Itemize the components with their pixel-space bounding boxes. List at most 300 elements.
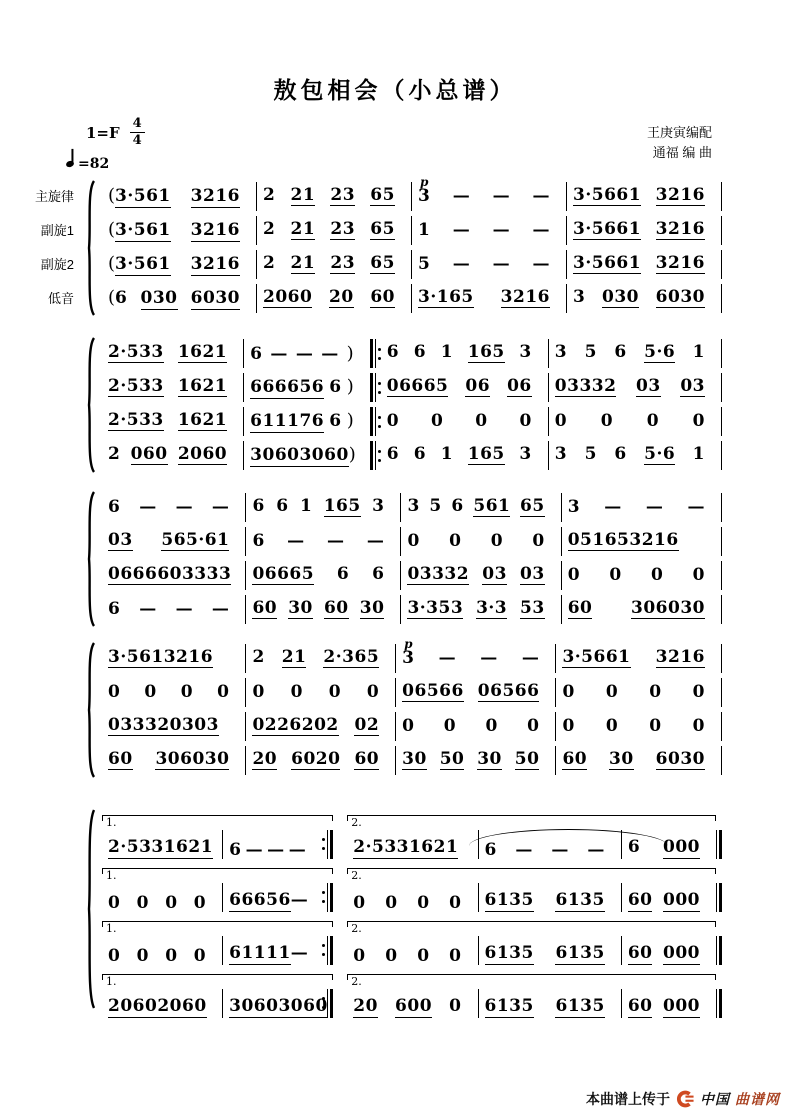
measure: [244, 410, 370, 433]
note-token: [181, 684, 193, 701]
note-token: [407, 597, 464, 620]
note-token: [554, 375, 617, 398]
note-group: 030: [602, 286, 639, 307]
note-group: 3216: [190, 254, 240, 275]
note-token: [329, 379, 341, 396]
note-token: [680, 375, 705, 398]
measure: [102, 714, 245, 737]
barline: [721, 644, 722, 673]
music-system: [86, 337, 722, 478]
note-token: [573, 286, 586, 307]
note-group: 0: [527, 716, 540, 737]
measure: [257, 252, 411, 275]
note-token: [651, 567, 663, 584]
notation-row: [102, 744, 722, 778]
note-group: 3216: [190, 186, 240, 207]
note-group: 30603060: [229, 996, 328, 1017]
open-paren: (: [108, 253, 116, 275]
measure: [102, 646, 245, 669]
note-token: [440, 341, 454, 362]
note-token: [252, 684, 264, 701]
note-group: —: [551, 839, 569, 860]
note-token: [139, 499, 157, 516]
notation-row: [102, 559, 722, 593]
note-group: 0: [692, 565, 705, 586]
note-group: 6: [229, 839, 242, 860]
note-token: [108, 892, 121, 913]
note-group: 165: [467, 443, 505, 464]
part-label: 副旋1: [40, 222, 74, 238]
note-token: [519, 341, 532, 362]
volta-label: 2.: [351, 974, 362, 988]
note-token: [573, 252, 642, 275]
note-group: 0: [562, 716, 575, 737]
notation-row: [102, 968, 722, 1021]
measure: [381, 413, 548, 430]
music-system: [86, 809, 722, 1021]
repeat-begin-barline: [370, 441, 381, 470]
note-group: 6135: [484, 996, 534, 1017]
note-token: [193, 892, 207, 913]
note-group: 2: [108, 443, 121, 464]
note-token: [647, 413, 659, 430]
note-group: 6: [413, 443, 427, 464]
note-group: 6: [108, 599, 121, 620]
note-token: [532, 533, 544, 550]
watermark-text: 本曲谱上传于: [586, 1091, 670, 1107]
note-group: 1: [692, 443, 705, 464]
note-token: [359, 597, 385, 620]
note-group: 21: [281, 646, 307, 667]
note-token: [485, 718, 497, 735]
measure: [223, 996, 328, 1018]
measure: [479, 998, 621, 1018]
note-group: 06665: [252, 563, 315, 584]
volta-label: 1.: [106, 974, 117, 988]
barline: [721, 746, 722, 775]
note-group: 60: [627, 996, 653, 1017]
note-group: 03: [482, 563, 507, 584]
note-token: [655, 646, 705, 669]
measure: [102, 529, 245, 552]
measure: [223, 945, 322, 965]
note-group: 6: [372, 563, 385, 584]
slur-arc: [469, 829, 668, 846]
note-token: [631, 597, 705, 620]
note-group: 6: [115, 288, 128, 309]
note-group: 0: [490, 531, 504, 552]
note-token: [108, 253, 171, 276]
dynamic-p: p: [404, 637, 413, 652]
measure: [562, 597, 721, 620]
measure: [257, 184, 411, 207]
note-token: [693, 413, 705, 430]
note-token: [628, 945, 653, 965]
note-group: 0: [290, 682, 303, 703]
note-group: 0: [649, 716, 662, 737]
note-group: —: [480, 648, 498, 669]
note-group: 30: [402, 748, 427, 769]
note-group: 0: [605, 716, 619, 737]
note-group: 0: [165, 892, 178, 913]
measure: [102, 409, 243, 432]
repeat-end-barline: [322, 936, 333, 965]
note-token: [191, 256, 240, 276]
note-token: [646, 499, 664, 516]
time-signature: [130, 117, 145, 149]
note-token: [493, 256, 511, 273]
note-token: [514, 748, 540, 771]
measure: [549, 341, 721, 364]
notation-row: [102, 337, 722, 371]
note-group: 2060: [263, 286, 313, 307]
note-group: 602060: [132, 996, 207, 1017]
note-group: 0: [519, 411, 532, 432]
note-token: [402, 718, 414, 735]
notation-row: [102, 676, 722, 710]
note-group: 0: [353, 945, 366, 966]
note-token: [386, 375, 449, 398]
note-token: [250, 413, 324, 433]
note-token: [453, 222, 471, 239]
measure: [556, 718, 721, 735]
note-token: [252, 714, 339, 737]
note-token: [108, 601, 120, 618]
note-group: 3: [372, 495, 385, 516]
note-group: —: [587, 839, 605, 860]
note-group: 5: [418, 254, 431, 275]
measure: [562, 499, 721, 516]
note-token: [655, 286, 705, 309]
note-token: [387, 413, 399, 430]
barline: [721, 250, 722, 279]
note-token: [165, 892, 178, 913]
final-barline: [716, 936, 722, 965]
note-token: [108, 684, 120, 701]
note-token: [250, 346, 262, 363]
note-group: 6: [413, 341, 427, 362]
note-token: [108, 529, 133, 552]
note-token: [296, 346, 314, 363]
note-token: [250, 447, 275, 467]
note-token: [602, 286, 639, 309]
note-token: [449, 533, 461, 550]
note-group: 50: [439, 748, 465, 769]
note-token: [655, 184, 705, 207]
note-token: [417, 892, 430, 913]
note-group: 306030: [155, 748, 230, 769]
note-group: 1621: [177, 375, 228, 396]
note-group: 3·5661: [573, 184, 642, 205]
note-group: 60: [323, 597, 349, 618]
dynamic-p: p: [420, 175, 429, 190]
note-token: [520, 597, 545, 620]
note-token: [252, 495, 265, 516]
note-token: [141, 290, 178, 310]
note-token: [252, 646, 265, 667]
key-signature: 1=F: [86, 123, 120, 142]
measure: [567, 218, 721, 241]
notation-row: [102, 248, 722, 282]
note-group: 6: [386, 341, 400, 362]
note-token: [417, 945, 430, 966]
note-token: [519, 413, 531, 430]
time-signature-top: 4: [130, 117, 145, 133]
note-token: [386, 341, 400, 362]
measure: [401, 563, 560, 586]
note-group: 06: [465, 375, 491, 396]
note-group: 0: [385, 892, 398, 913]
note-token: [554, 443, 568, 464]
measure: [246, 597, 400, 620]
system-rows: [102, 491, 722, 632]
note-token: [177, 375, 228, 398]
note-token: [252, 563, 315, 586]
part-label: 低音: [47, 290, 74, 306]
note-token: [520, 495, 545, 518]
note-token: [418, 222, 430, 239]
volta-label: 2.: [351, 921, 362, 935]
note-token: [692, 341, 705, 362]
note-token: [418, 188, 430, 205]
note-token: [467, 341, 505, 364]
note-token: [372, 563, 385, 584]
note-group: 60: [108, 748, 133, 769]
note-token: [628, 892, 653, 912]
note-token: [354, 748, 380, 771]
note-group: 3216: [655, 646, 705, 667]
note-group: 1: [440, 443, 454, 464]
note-token: [275, 447, 349, 467]
note-group: 30: [288, 597, 313, 618]
note-token: [349, 444, 356, 465]
measure: [102, 601, 245, 618]
note-group: 0: [193, 945, 207, 966]
volta-bracket-1: [102, 974, 333, 1018]
score-body: [34, 175, 722, 1021]
barline: [721, 339, 722, 368]
note-token: [252, 533, 264, 550]
note-token: [191, 290, 240, 310]
measure: [244, 343, 370, 364]
measure: [479, 945, 621, 965]
measure: [102, 499, 245, 516]
measure: [401, 533, 560, 550]
note-token: [604, 499, 622, 516]
measure: [246, 533, 400, 550]
note-group: 051653216: [567, 529, 679, 550]
note-group: 5·6: [644, 341, 676, 362]
note-group: 2060: [177, 443, 228, 464]
note-group: 23: [330, 252, 356, 273]
note-token: [329, 413, 341, 430]
volta-label: 1.: [106, 868, 117, 882]
note-token: [130, 443, 168, 466]
note-group: 6: [614, 443, 627, 464]
note-group: 3·5661: [562, 646, 631, 667]
note-group: 2: [263, 252, 276, 273]
notation-row: [102, 282, 722, 316]
note-group: 6: [451, 495, 464, 516]
note-group: 165: [467, 341, 505, 362]
note-group: 06566: [477, 680, 540, 701]
note-group: 03332: [407, 563, 470, 584]
measure: [102, 287, 256, 310]
notation-row: [102, 809, 722, 862]
site-name-black: 中国: [700, 1091, 730, 1107]
note-group: 6: [336, 563, 350, 584]
note-token: [385, 892, 398, 913]
note-token: [288, 839, 307, 860]
note-token: [555, 945, 604, 965]
note-group: 53: [520, 597, 545, 618]
repeat-end-barline: [322, 883, 333, 912]
note-token: [108, 219, 171, 242]
quarter-note-icon: [65, 160, 74, 168]
note-token: [347, 343, 354, 364]
note-token: [353, 892, 366, 913]
note-token: [252, 597, 278, 620]
note-group: 60: [354, 748, 380, 769]
note-group: 000: [663, 943, 700, 964]
note-group: 60: [627, 943, 653, 964]
note-token: [108, 409, 164, 432]
note-group: —: [452, 254, 471, 275]
note-group: 21: [290, 218, 316, 239]
note-group: —: [287, 531, 305, 552]
note-group: 666656: [250, 377, 325, 398]
repeat-begin-barline: [370, 339, 381, 368]
note-group: 0: [449, 945, 462, 966]
note-token: [229, 945, 291, 965]
note-token: [267, 839, 285, 860]
note-group: 6: [276, 495, 289, 516]
system-brace: [86, 642, 95, 783]
note-group: 6135: [555, 996, 605, 1017]
note-group: 2·5331621: [108, 837, 214, 858]
note-token: [568, 499, 580, 516]
note-group: 306030: [631, 597, 705, 618]
note-group: 3·3: [476, 597, 508, 618]
note-group: 0: [443, 716, 457, 737]
note-group: 0: [402, 716, 415, 737]
note-token: [485, 998, 534, 1018]
note-token: [176, 499, 194, 516]
note-token: [532, 188, 550, 205]
note-token: [614, 341, 627, 362]
note-token: [191, 222, 240, 242]
note-group: 0226202: [252, 714, 339, 735]
measure: [347, 945, 477, 966]
note-group: 2·533: [108, 341, 164, 362]
note-group: 0: [417, 945, 430, 966]
note-token: [252, 748, 278, 771]
note-group: 0: [366, 682, 380, 703]
note-group: 1: [440, 341, 454, 362]
tempo-value: =82: [78, 155, 110, 172]
notation-row: [102, 525, 722, 559]
note-token: [606, 684, 618, 701]
measure: [556, 748, 721, 771]
note-group: 20: [353, 996, 378, 1017]
measure: [102, 443, 243, 466]
note-group: —: [139, 497, 157, 518]
music-system: [86, 637, 722, 783]
note-group: 30: [250, 445, 275, 466]
note-group: 0: [485, 716, 498, 737]
note-token: [663, 998, 700, 1018]
note-group: 0: [407, 531, 420, 552]
note-token: [687, 499, 705, 516]
note-group: 1: [692, 341, 705, 362]
measure: [223, 892, 322, 912]
note-group: 033320303: [108, 714, 219, 735]
note-group: 165: [323, 495, 361, 516]
note-group: —: [327, 531, 345, 552]
note-token: [290, 218, 316, 241]
note-token: [108, 714, 219, 737]
note-group: 0: [567, 565, 581, 586]
measure: [381, 341, 548, 364]
note-token: [370, 286, 395, 309]
note-token: [407, 563, 470, 586]
note-token: [628, 998, 653, 1018]
note-group: 0: [600, 411, 614, 432]
note-group: 1: [299, 495, 313, 516]
measure: [246, 684, 395, 701]
note-group: 060: [130, 443, 168, 464]
note-token: [321, 346, 339, 363]
note-group: 3·165: [418, 286, 474, 307]
composer-credit: 通福 编 曲: [652, 145, 712, 161]
open-paren: (: [108, 287, 116, 309]
note-group: —: [288, 839, 307, 860]
note-token: [229, 998, 328, 1018]
note-token: [693, 567, 705, 584]
note-group: 3·5613216: [108, 646, 214, 667]
site-logo-icon: [675, 1090, 695, 1108]
note-group: 6: [329, 377, 342, 398]
note-group: 03: [636, 375, 661, 396]
note-token: [327, 533, 345, 550]
measure: [556, 646, 721, 669]
measure: [412, 222, 566, 239]
note-group: 03: [108, 529, 133, 550]
note-token: [562, 718, 574, 735]
notation-row: [102, 491, 722, 525]
note-token: [367, 684, 379, 701]
measure: [102, 748, 245, 771]
note-token: [663, 945, 700, 965]
note-group: 61111: [229, 943, 291, 964]
note-group: 0: [554, 411, 568, 432]
note-group: —: [139, 599, 157, 620]
note-token: [418, 256, 430, 273]
note-token: [323, 597, 349, 620]
final-barline: [716, 883, 722, 912]
note-token: [567, 597, 593, 620]
note-group: 03: [520, 563, 545, 584]
note-token: [108, 287, 127, 308]
measure: [622, 998, 716, 1018]
note-group: 6: [108, 497, 121, 518]
note-token: [475, 413, 487, 430]
notation-row: [102, 710, 722, 744]
note-group: 60: [562, 748, 588, 769]
note-group: 0: [217, 682, 230, 703]
note-group: 6030: [655, 286, 705, 307]
note-token: [692, 443, 705, 464]
